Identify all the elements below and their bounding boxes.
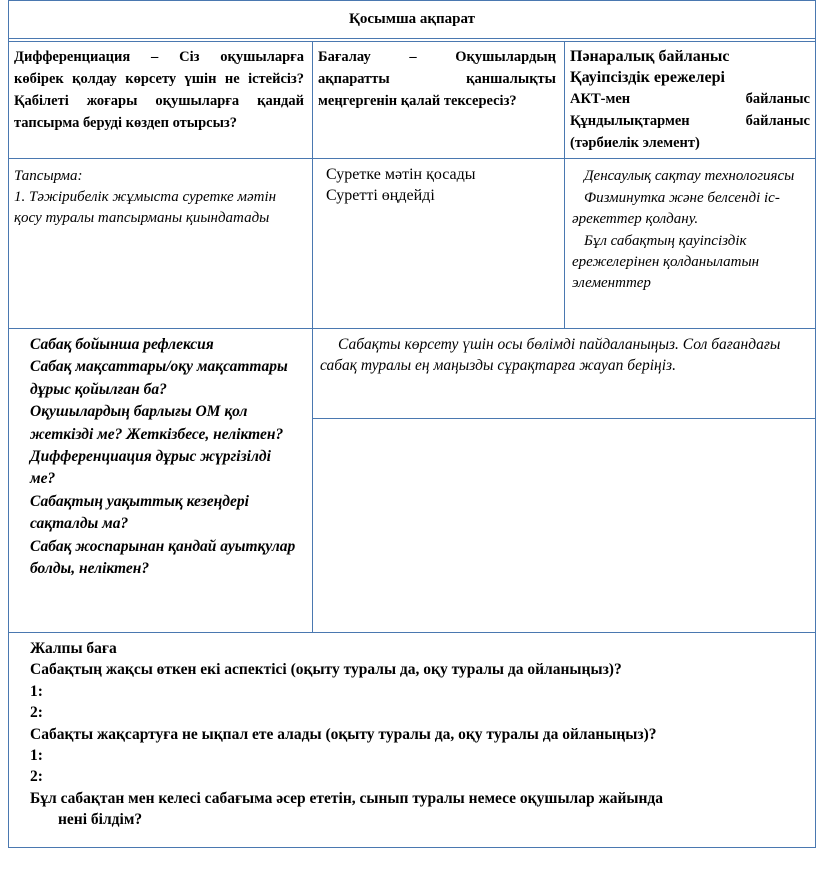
assessment-line1: Суретке мәтін қосады — [326, 166, 476, 183]
header-differentiation: Дифференциация – Сіз оқушыларға көбірек қолдау көрсету үшін не істейсіз? Қабілеті жоғары оқушыларға қандай тапсырма беруді көздеп отырсыз? — [14, 49, 304, 131]
reflection-q1: Сабақ бойынша рефлексия — [30, 336, 214, 353]
assessment-line2: Суретті өңдейді — [326, 187, 435, 204]
header-assessment: Бағалау – Оқушылардың ақпаратты қаншалықты меңгергенін қалай тексересіз? — [318, 49, 556, 109]
col-divider-2 — [564, 41, 565, 329]
reflection-instruction-text: Сабақты көрсету үшін осы бөлімді пайдаланыңыз. Сол бағандағы сабақ туралы ең маңызды сұрақтарға жауап беріңіз. — [320, 336, 781, 374]
links-item2: Физминутка және белсенді іс-әрекеттер қолдану. — [572, 190, 780, 227]
header-links-line4: Құндылықтармен байланыс — [570, 113, 810, 129]
reflection-q2: Сабақ мақсаттары/оқу мақсаттары дұрыс қойылған ба? — [30, 358, 288, 398]
overall-q2: Сабақты жақсартуға не ықпал ете алады (оқыту туралы да, оқу туралы да ойланыңыз)? — [30, 725, 657, 743]
differentiation-cell — [14, 166, 304, 229]
reflection-instruction — [320, 334, 810, 376]
overall-n2: 2: — [30, 704, 43, 722]
col-divider-1 — [312, 41, 313, 329]
header-links-line5: (тәрбиелік элемент) — [570, 135, 700, 151]
header-links-line3: АКТ-мен байланыс — [570, 91, 810, 107]
task-text: 1. Тәжірибелік жұмыста суретке мәтін қосу туралы тапсырманы қиындатады — [14, 189, 277, 226]
assessment-cell — [326, 164, 556, 206]
row-divider-reflection — [8, 328, 816, 329]
row-divider-title-2 — [8, 41, 816, 42]
reflection-questions — [30, 334, 300, 580]
overall-q1: Сабақтың жақсы өткен екі аспектісі (оқыту туралы да, оқу туралы да ойланыңыз)? — [30, 661, 622, 679]
table-title: Қосымша ақпарат — [349, 11, 475, 27]
row-divider-headers — [8, 158, 816, 159]
overall-heading: Жалпы баға — [30, 640, 117, 657]
links-item1: Денсаулық сақтау технологиясы — [584, 168, 795, 184]
overall-n3: 1: — [30, 747, 43, 765]
overall-n1: 1: — [30, 682, 43, 700]
reflection-q5: Сабақтың уақыттық кезеңдері сақталды ма? — [30, 492, 249, 533]
links-cell — [572, 166, 812, 295]
overall-q3-line2: нені білдім? — [58, 811, 143, 829]
header-links-line1: Пәнаралық байланыс — [570, 48, 730, 65]
header-links-line2: Қауіпсіздік ережелері — [570, 69, 725, 86]
row-divider-overall — [8, 632, 816, 633]
row-divider-reflection-right — [312, 418, 816, 419]
task-label: Тапсырма: — [14, 168, 83, 184]
overall-q3-line1: Бұл сабақтан мен келесі сабағыма әсер ететін, сынып туралы немесе оқушылар жайында — [30, 789, 664, 807]
header-links — [570, 46, 810, 154]
reflection-q6: Сабақ жоспарынан қандай ауытқулар болды, неліктен? — [30, 537, 296, 578]
col-divider-reflection — [312, 328, 313, 633]
overall-assessment — [30, 638, 810, 831]
row-divider-title — [8, 38, 816, 39]
reflection-q3: Оқушылардың барлығы ОМ қол жеткізді ме? Жеткізбесе, неліктен? — [30, 403, 284, 443]
reflection-q4: Дифференциация дұрыс жүргізілді ме? — [30, 448, 271, 488]
links-item3: Бұл сабақтың қауіпсіздік ережелерінен қолданылатын элементтер — [572, 233, 760, 291]
overall-n4: 2: — [30, 768, 43, 786]
